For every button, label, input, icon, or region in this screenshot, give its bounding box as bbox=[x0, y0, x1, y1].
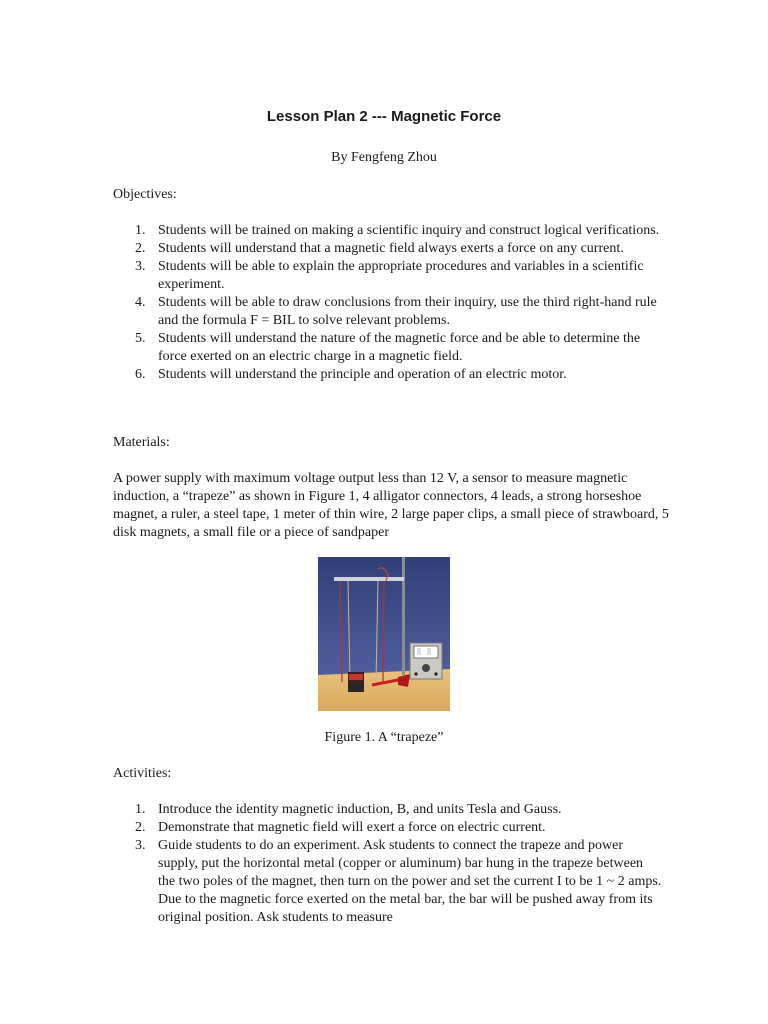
objective-item: 4. Students will be able to draw conclusions from their inquiry, use the third right-hand rule and the formula F = BIL to solve relevant problems. bbox=[135, 295, 657, 328]
activities-list bbox=[113, 801, 663, 927]
objective-item: 1. Students will be trained on making a scientific inquiry and construct logical verifications. bbox=[135, 223, 660, 238]
objective-item: 5. Students will understand the nature of the magnetic force and be able to determine the force exerted on an electric charge in a magnetic field. bbox=[135, 331, 641, 364]
activity-item: 2. Demonstrate that magnetic field will exert a force on electric current. bbox=[135, 820, 546, 835]
activity-item: 1. Introduce the identity magnetic induction, B, and units Tesla and Gauss. bbox=[135, 802, 562, 817]
objective-item: 2. Students will understand that a magnetic field always exerts a force on any current. bbox=[135, 241, 624, 256]
author-line: By Fengfeng Zhou bbox=[331, 150, 437, 165]
objective-item: 3. Students will be able to explain the appropriate procedures and variables in a scientific experiment. bbox=[135, 259, 644, 292]
materials-paragraph: A power supply with maximum voltage output less than 12 V, a sensor to measure magnetic induction, a “trapeze” as shown in Figure 1, 4 alligator connectors, 4 leads, a strong horseshoe magnet, a ruler, a steel tape, 1 meter of thin wire, 2 large paper clips, a small piece of strawboard, 5 disk magnets, a small file or a piece of sandpaper bbox=[113, 471, 669, 540]
objective-item: 6. Students will understand the principle and operation of an electric motor. bbox=[135, 367, 567, 382]
objectives-heading: Objectives: bbox=[113, 187, 177, 202]
activities-heading: Activities: bbox=[113, 766, 172, 781]
figure-caption: Figure 1. A “trapeze” bbox=[324, 730, 444, 745]
trapeze-illustration bbox=[318, 557, 450, 711]
trapeze-photo bbox=[318, 557, 450, 711]
activity-item: 3. Guide students to do an experiment. Ask students to connect the trapeze and power supply, put the horizontal metal (copper or aluminum) bar hung in the trapeze between the two poles of the magnet, then turn on the power and set the current I to be 1 ~ 2 amps. Due to the magnetic force exerted on the metal bar, the bar will be pushed away from its original position. Ask students to measure bbox=[135, 838, 662, 925]
materials-heading: Materials: bbox=[113, 435, 170, 450]
document-title: Lesson Plan 2 --- Magnetic Force bbox=[266, 108, 502, 125]
objectives-list bbox=[113, 222, 663, 384]
